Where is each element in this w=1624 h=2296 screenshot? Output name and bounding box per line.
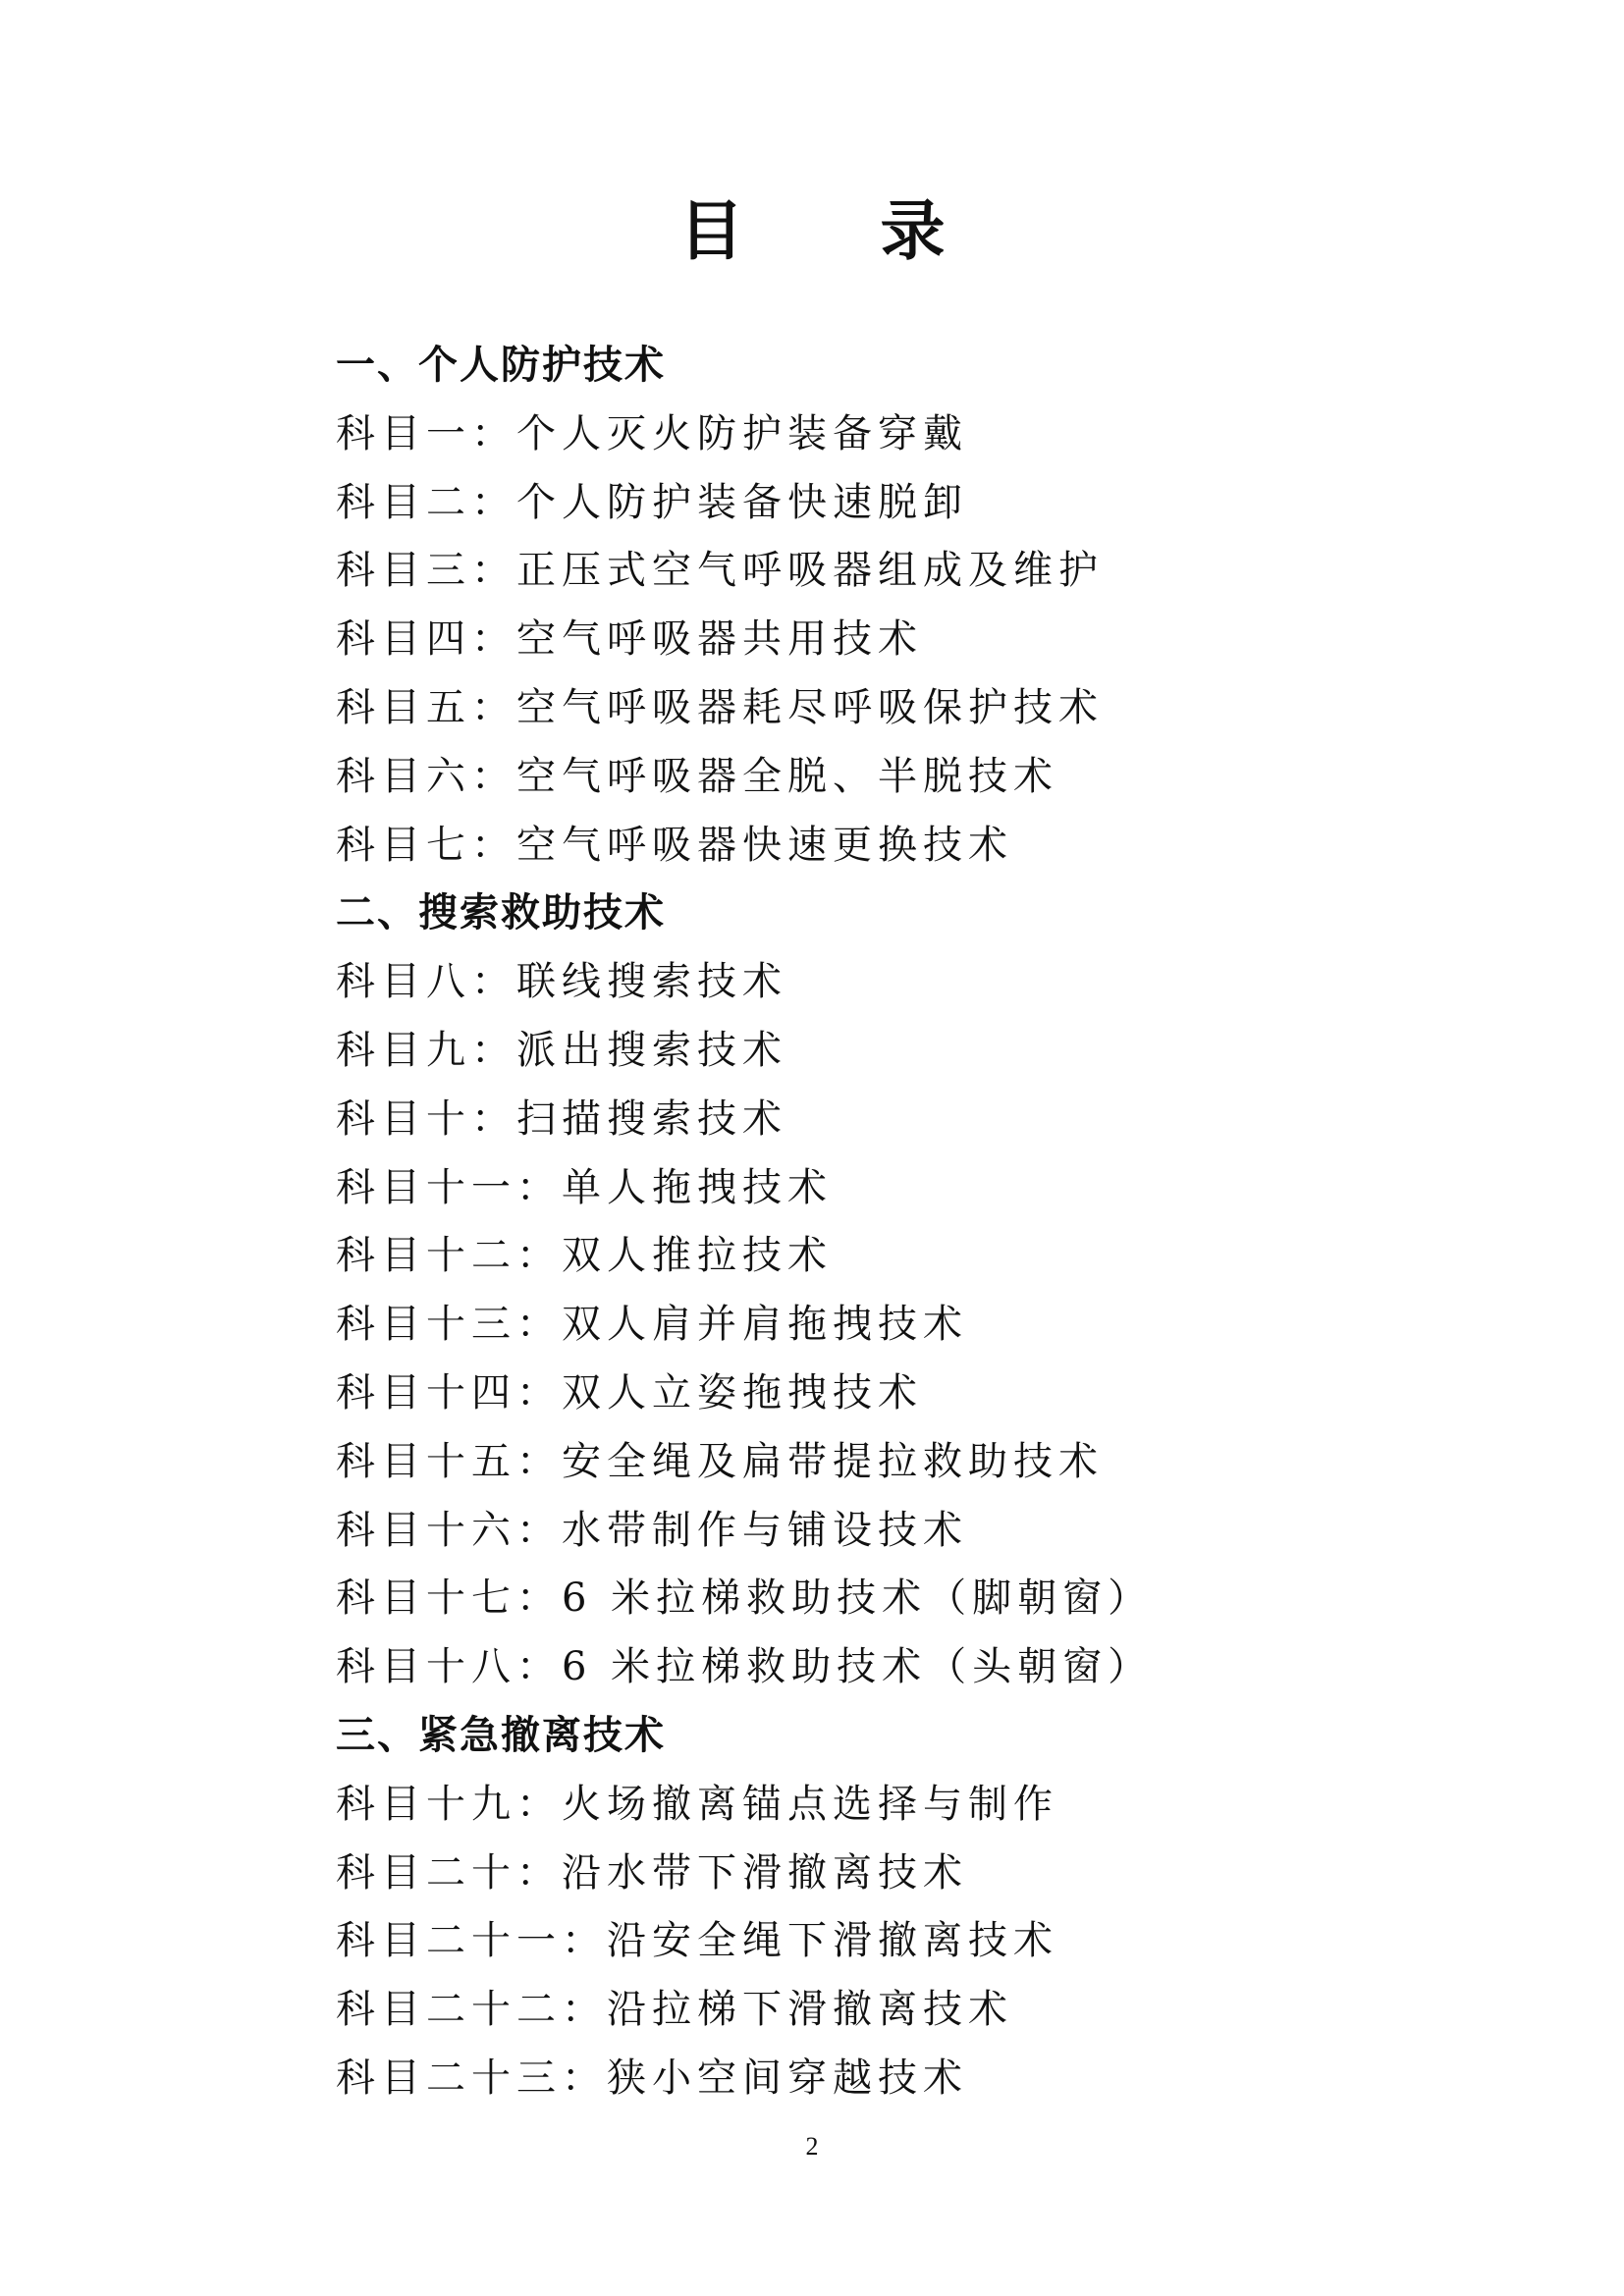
- toc-item: 科目十九：火场撤离锚点选择与制作: [336, 1781, 1058, 1827]
- toc-item: 科目十八：6 米拉梯救助技术（头朝窗）: [336, 1644, 1154, 1690]
- toc-item: 科目二十一：沿安全绳下滑撤离技术: [336, 1918, 1058, 1964]
- toc-item: 科目十一：单人拖拽技术: [336, 1164, 833, 1210]
- toc-item: 科目七：空气呼吸器快速更换技术: [336, 822, 1013, 868]
- toc-item: 科目一：个人灭火防护装备穿戴: [336, 410, 968, 456]
- toc-item: 科目十：扫描搜索技术: [336, 1095, 787, 1142]
- toc-item: 科目十五：安全绳及扁带提拉救助技术: [336, 1438, 1104, 1484]
- toc-item: 科目二十三：狭小空间穿越技术: [336, 2055, 968, 2101]
- toc-item: 科目六：空气呼吸器全脱、半脱技术: [336, 753, 1058, 799]
- toc-item: 科目十三：双人肩并肩拖拽技术: [336, 1302, 968, 1348]
- toc-item: 科目八：联线搜索技术: [336, 959, 787, 1005]
- page-number: 2: [805, 2132, 819, 2161]
- toc-item: 科目二十：沿水带下滑撤离技术: [336, 1849, 968, 1896]
- toc-item: 科目三：正压式空气呼吸器组成及维护: [336, 548, 1104, 594]
- toc-section-heading: 一、个人防护技术: [336, 343, 666, 388]
- toc-item: 科目九：派出搜索技术: [336, 1027, 787, 1073]
- page-title: 目 录: [678, 192, 1002, 269]
- toc-item: 科目二十二：沿拉梯下滑撤离技术: [336, 1987, 1013, 2033]
- toc-item: 科目二：个人防护装备快速脱卸: [336, 479, 968, 525]
- toc-item: 科目十四：双人立姿拖拽技术: [336, 1369, 923, 1415]
- toc-section-heading: 二、搜索救助技术: [336, 890, 666, 936]
- toc-item: 科目五：空气呼吸器耗尽呼吸保护技术: [336, 684, 1104, 730]
- toc-item: 科目十二：双人推拉技术: [336, 1233, 833, 1279]
- toc-item: 科目十六：水带制作与铺设技术: [336, 1507, 968, 1553]
- toc-item: 科目四：空气呼吸器共用技术: [336, 616, 923, 663]
- toc-item: 科目十七：6 米拉梯救助技术（脚朝窗）: [336, 1575, 1154, 1622]
- toc-section-heading: 三、紧急撤离技术: [336, 1712, 666, 1758]
- table-of-contents: [336, 332, 1416, 2113]
